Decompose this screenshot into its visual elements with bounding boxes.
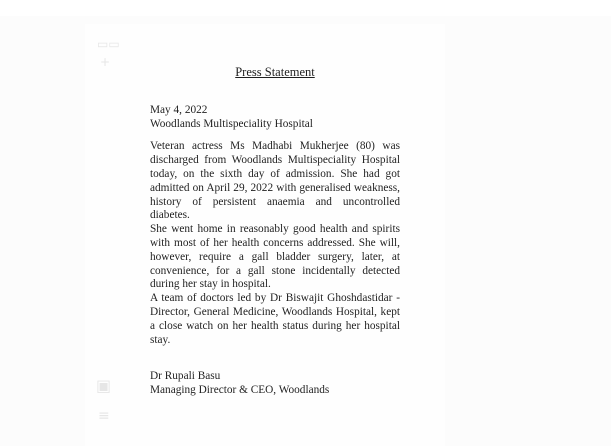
paragraph-medical-team: A team of doctors led by Dr Biswajit Ghoshdastidar - Director, General Medicine, Woodlands Hospital, kept a close watch on her health status during her hospital stay. <box>150 292 400 346</box>
image-icon: ▣ <box>96 376 112 395</box>
hospital-name: Woodlands Multispeciality Hospital <box>150 117 313 130</box>
paragraph-health-status: She went home in reasonably good health and spirits with most of her health concerns addressed. She will, however, require a gall bladder surgery, later, at convenience, for a gall stone incidentally detected during her stay in hospital. <box>150 223 400 291</box>
document-title: Press Statement <box>235 65 315 79</box>
statement-date: May 4, 2022 <box>150 103 208 116</box>
signatory-name: Dr Rupali Basu <box>150 370 221 383</box>
paragraph-discharge: Veteran actress Ms Madhabi Mukherjee (80) was discharged from Woodlands Multispeciality Hospital today, on the sixth day of admission. She had got admitted on April 29, 2022 with generalised weakness, history of persistent anaemia and uncontrolled diabetes. <box>150 140 400 222</box>
book-icon: ▭▭ <box>97 37 120 51</box>
press-statement-document <box>150 60 400 398</box>
signature-block <box>150 370 400 398</box>
signatory-designation: Managing Director & CEO, Woodlands <box>150 384 330 397</box>
list-icon: ≡ <box>98 408 110 424</box>
plus-icon: + <box>100 55 111 69</box>
document-header <box>150 104 400 132</box>
